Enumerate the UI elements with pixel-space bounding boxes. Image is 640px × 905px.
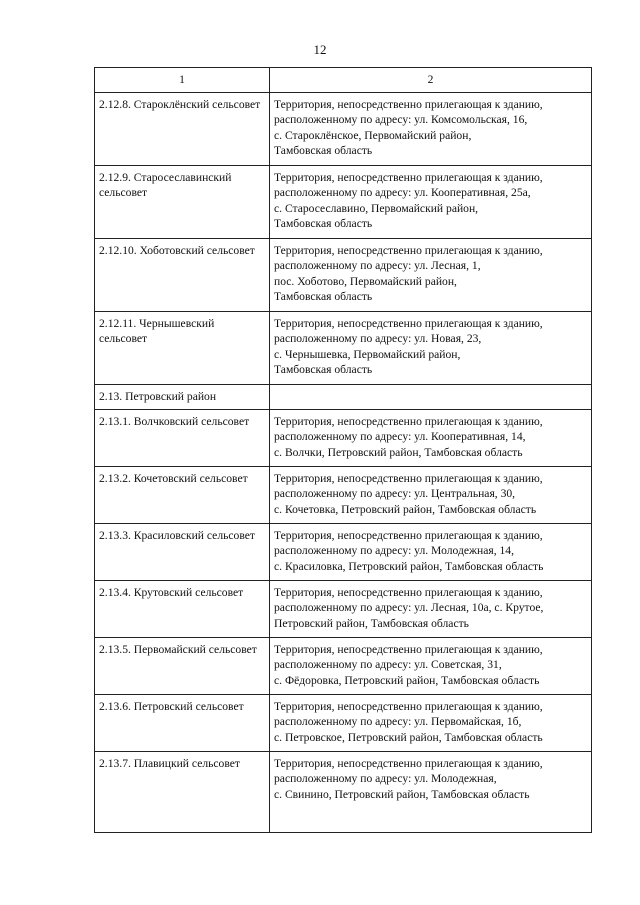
table-row — [95, 312, 592, 385]
settlement-name: 2.12.11. Чернышевский сельсовет — [95, 312, 270, 385]
address-table — [94, 67, 592, 833]
table-header-row — [95, 68, 592, 93]
settlement-address: Территория, непосредственно прилегающая к зданию, расположенному по адресу: ул. Новая, 23, с. Чернышевка, Первомайский район, Тамбовская область — [270, 312, 592, 385]
settlement-name: 2.12.10. Хоботовский сельсовет — [95, 239, 270, 312]
settlement-address: Территория, непосредственно прилегающая к зданию, расположенному по адресу: ул. Лесная, 10а, с. Крутое, Петровский район, Тамбовская область — [270, 581, 592, 638]
settlement-name: 2.13.6. Петровский сельсовет — [95, 695, 270, 752]
column-header-1: 1 — [95, 68, 270, 93]
settlement-name: 2.12.9. Старосеславинский сельсовет — [95, 166, 270, 239]
settlement-address: Территория, непосредственно прилегающая к зданию, расположенному по адресу: ул. Кооперативная, 25а, с. Старосеславино, Первомайский район, Тамбовская область — [270, 166, 592, 239]
settlement-name: 2.13.3. Красиловский сельсовет — [95, 524, 270, 581]
page-number: 12 — [313, 42, 327, 57]
settlement-name: 2.13.4. Крутовский сельсовет — [95, 581, 270, 638]
table-row — [95, 581, 592, 638]
settlement-address: Территория, непосредственно прилегающая к зданию, расположенному по адресу: ул. Лесная, 1, пос. Хоботово, Первомайский район, Тамбовская область — [270, 239, 592, 312]
section-row — [95, 385, 592, 410]
settlement-address: Территория, непосредственно прилегающая к зданию, расположенному по адресу: ул. Комсомольская, 16, с. Староклёнское, Первомайский район, Тамбовская область — [270, 93, 592, 166]
settlement-address: Территория, непосредственно прилегающая к зданию, расположенному по адресу: ул. Кооперативная, 14, с. Волчки, Петровский район, Тамбовская область — [270, 410, 592, 467]
settlement-address — [270, 385, 592, 410]
settlement-name: 2.13.2. Кочетовский сельсовет — [95, 467, 270, 524]
table-row — [95, 410, 592, 467]
table-row — [95, 93, 592, 166]
table-row — [95, 752, 592, 833]
table-row — [95, 166, 592, 239]
settlement-name: 2.13.7. Плавицкий сельсовет — [95, 752, 270, 833]
settlement-name: 2.13.5. Первомайский сельсовет — [95, 638, 270, 695]
district-heading: 2.13. Петровский район — [95, 385, 270, 410]
settlement-address: Территория, непосредственно прилегающая к зданию, расположенному по адресу: ул. Центральная, 30, с. Кочетовка, Петровский район, Тамбовская область — [270, 467, 592, 524]
column-header-2: 2 — [270, 68, 592, 93]
table-row — [95, 695, 592, 752]
table-row — [95, 239, 592, 312]
settlement-name: 2.12.8. Староклёнский сельсовет — [95, 93, 270, 166]
settlement-address: Территория, непосредственно прилегающая к зданию, расположенному по адресу: ул. Советская, 31, с. Фёдоровка, Петровский район, Тамбовская область — [270, 638, 592, 695]
settlement-address: Территория, непосредственно прилегающая к зданию, расположенному по адресу: ул. Молодежная, с. Свинино, Петровский район, Тамбовская область — [270, 752, 592, 833]
table-row — [95, 638, 592, 695]
settlement-address: Территория, непосредственно прилегающая к зданию, расположенному по адресу: ул. Первомайская, 1б, с. Петровское, Петровский район, Тамбовская область — [270, 695, 592, 752]
settlement-address: Территория, непосредственно прилегающая к зданию, расположенному по адресу: ул. Молодежная, 14, с. Красиловка, Петровский район, Тамбовская область — [270, 524, 592, 581]
table-row — [95, 524, 592, 581]
settlement-name: 2.13.1. Волчковский сельсовет — [95, 410, 270, 467]
table-row — [95, 467, 592, 524]
